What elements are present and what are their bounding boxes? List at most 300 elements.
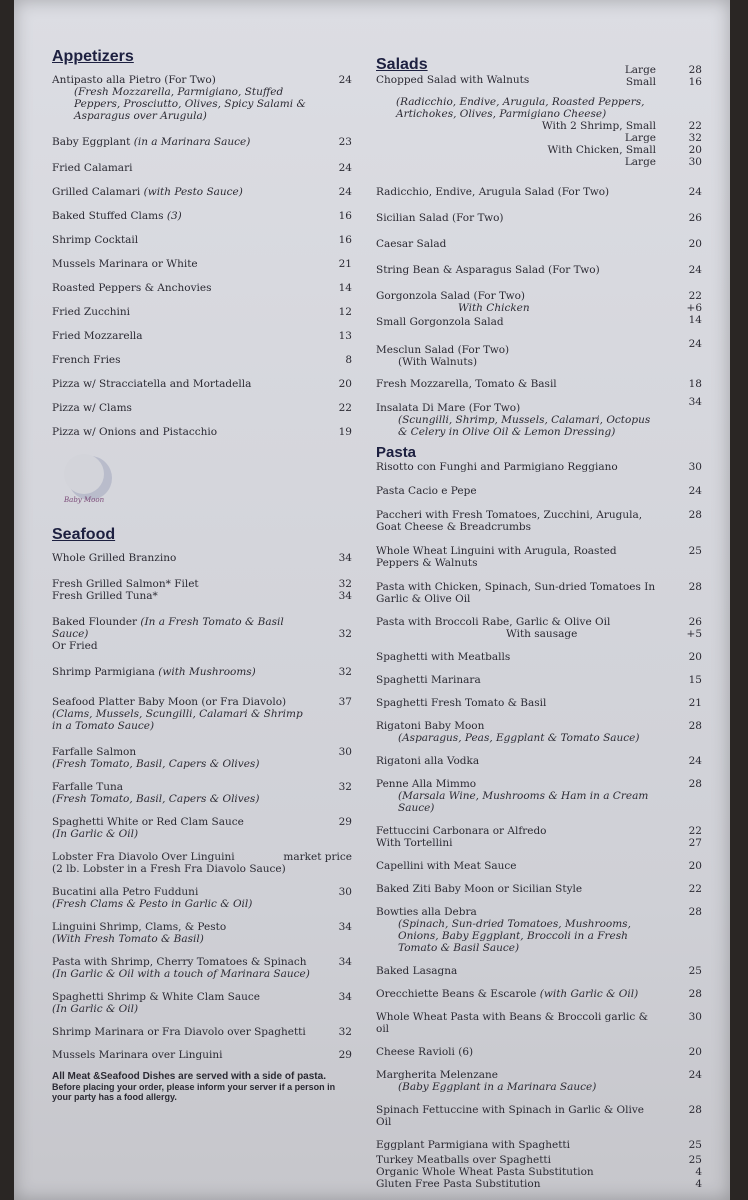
item-name: [52, 426, 352, 438]
item-name-text: Fried Mozzarella: [52, 330, 143, 342]
item-name: [376, 485, 696, 497]
item-note: (With Fresh Tomato & Basil): [52, 933, 204, 945]
menu-item: [52, 234, 352, 246]
item-name-text: Pizza w/ Stracciatella and Mortadella: [52, 378, 252, 390]
menu-item: [52, 330, 352, 342]
item-name: [376, 906, 696, 918]
item-name: [376, 1178, 696, 1190]
menu-item: [376, 1166, 702, 1178]
item-name: [52, 162, 352, 174]
menu-item: [376, 674, 702, 686]
item-note: (Radicchio, Endive, Arugula, Roasted Peppers, Artichokes, Olives, Parmigiano Cheese): [396, 96, 645, 120]
menu-item: [52, 162, 352, 174]
item-note: (With Walnuts): [398, 356, 478, 368]
baby-moon-logo: [58, 450, 118, 510]
right-column: [376, 52, 702, 1190]
option-label: With Chicken, Small: [547, 144, 656, 156]
item-price: 25: [688, 1154, 702, 1166]
menu-item: [52, 851, 352, 875]
item-name: [52, 956, 352, 968]
menu-item: [52, 921, 352, 945]
item-name-text: Pasta with Shrimp, Cherry Tomatoes & Spinach: [52, 956, 307, 968]
pasta-heading: Pasta: [376, 444, 417, 461]
item-price: 20: [688, 860, 702, 872]
menu-item: [376, 965, 702, 977]
item-name-text: Margherita Melenzane: [376, 1069, 498, 1081]
item-price: 28: [688, 906, 702, 918]
menu-item: [376, 186, 702, 198]
menu-item: [52, 354, 352, 366]
item-name-text: Mussels Marinara or White: [52, 258, 198, 270]
item-name: [376, 616, 696, 628]
item-name-text: Eggplant Parmigiana with Spaghetti: [376, 1139, 570, 1151]
menu-item: [52, 991, 352, 1015]
shrimp-small-option: [376, 120, 702, 132]
item-price: 18: [688, 378, 702, 390]
item-name: [376, 860, 696, 872]
item-name: Mesclun Salad (For Two): [376, 344, 510, 356]
item-name: [376, 212, 696, 224]
item-inline-note: (with Garlic & Oil): [539, 988, 639, 1000]
item-name: [376, 545, 696, 569]
salads-heading: Salads: [376, 56, 428, 73]
option-label: Large: [624, 132, 656, 144]
item-note: (In Garlic & Oil): [52, 828, 139, 840]
item-price: 25: [688, 965, 702, 977]
menu-item: [52, 186, 352, 198]
menu-item: [52, 816, 352, 840]
item-name-text: Baked Stuffed Clams: [52, 210, 164, 222]
item-name: [52, 991, 352, 1003]
item-price: 34: [338, 552, 352, 564]
item-price: 20: [688, 651, 702, 663]
item-note: (Fresh Tomato, Basil, Capers & Olives): [52, 758, 260, 770]
item-name: [52, 378, 352, 390]
item-name-text: Fettuccini Carbonara or Alfredo: [376, 825, 547, 837]
item-inline-note: (with Mushrooms): [158, 666, 256, 678]
item-price: 19: [338, 426, 352, 438]
menu-item: [52, 378, 352, 390]
item-price: 29: [338, 816, 352, 828]
item-name: [52, 354, 352, 366]
size-large: Large: [624, 64, 656, 76]
item-note: (Spinach, Sun-dried Tomatoes, Mushrooms, Onions, Baby Eggplant, Broccoli in a Fresh Tomato & Basil Sauce): [398, 918, 631, 954]
moon-logo-icon: [58, 450, 118, 510]
item-price: 25: [688, 545, 702, 557]
item-price: 30: [688, 156, 702, 168]
item-price: 20: [688, 1046, 702, 1058]
item-price: 20: [338, 378, 352, 390]
item-name-text: Baby Eggplant: [52, 136, 131, 148]
item-price: 30: [688, 1011, 702, 1023]
item-price: 22: [688, 883, 702, 895]
item-name: [52, 136, 352, 148]
item-inline-note: (in a Marinara Sauce): [133, 136, 251, 148]
item-note: (In Garlic & Oil): [52, 1003, 139, 1015]
item-note: (Clams, Mussels, Scungilli, Calamari & Shrimp in a Tomato Sauce): [52, 708, 303, 732]
menu-footer: [52, 1072, 352, 1102]
item-name: Fresh Grilled Tuna*: [52, 590, 158, 602]
menu-item: [52, 1026, 352, 1038]
item-note: (2 lb. Lobster in a Fresh Fra Diavolo Sauce): [52, 863, 286, 875]
option-label: Large: [624, 156, 656, 168]
item-price: 30: [338, 746, 352, 758]
shrimp-large-option: [376, 132, 702, 144]
item-name-text: Sicilian Salad (For Two): [376, 212, 504, 224]
item-name-text: Grilled Calamari: [52, 186, 141, 198]
item-price: 24: [338, 74, 352, 86]
menu-item: [52, 552, 352, 564]
item-name-text: Farfalle Salmon: [52, 746, 137, 758]
menu-item: [376, 212, 702, 224]
menu-item: [52, 210, 352, 222]
item-price: 32: [338, 1026, 352, 1038]
item-price: 29: [338, 1049, 352, 1061]
item-name-text: Turkey Meatballs over Spaghetti: [376, 1154, 551, 1166]
item-price: 28: [688, 509, 702, 521]
item-price: 28: [688, 720, 702, 732]
item-price: 32: [338, 578, 352, 590]
item-name-text: Fried Zucchini: [52, 306, 130, 318]
menu-item: [376, 755, 702, 767]
menu-item: [376, 720, 702, 744]
item-price: 22: [688, 290, 702, 302]
menu-item: [52, 136, 352, 148]
item-price: 24: [688, 1069, 702, 1081]
item-name: [52, 258, 352, 270]
item-name: [52, 552, 352, 564]
item-name: [376, 883, 696, 895]
item-name-text: Antipasto alla Pietro (For Two): [52, 74, 216, 86]
item-name-text: Pasta with Chicken, Spinach, Sun-dried Tomatoes In Garlic & Olive Oil: [376, 581, 656, 605]
menu-item: [376, 1178, 702, 1190]
item-note: (Fresh Clams & Pesto in Garlic & Oil): [52, 898, 253, 910]
item-price: +5: [686, 628, 702, 640]
item-name: Small Gorgonzola Salad: [376, 316, 504, 328]
item-name: [376, 186, 696, 198]
item-price: 8: [345, 354, 352, 366]
item-name: [376, 674, 696, 686]
item-name: [52, 578, 352, 590]
item-name-text: Cheese Ravioli (6): [376, 1046, 474, 1058]
item-price: 28: [688, 988, 702, 1000]
item-price: 34: [338, 921, 352, 933]
item-name-text: Pasta with Broccoli Rabe, Garlic & Olive Oil: [376, 616, 611, 628]
item-name-text: Pasta Cacio e Pepe: [376, 485, 477, 497]
item-name-text: Pizza w/ Onions and Pistacchio: [52, 426, 218, 438]
item-name: [376, 1011, 696, 1035]
item-note: (Scungilli, Shrimp, Mussels, Calamari, Octopus & Celery in Olive Oil & Lemon Dressing): [398, 414, 651, 438]
item-name-text: Spaghetti with Meatballs: [376, 651, 511, 663]
item-price: 16: [688, 76, 702, 88]
item-price: 28: [688, 64, 702, 76]
footer-allergy-note: Before placing your order, please inform your server if a person in your party has a food allergy.: [52, 1082, 336, 1102]
item-name: [52, 306, 352, 318]
item-name-text: Mussels Marinara over Linguini: [52, 1049, 223, 1061]
menu-item: [376, 509, 702, 533]
item-name: [376, 1069, 696, 1081]
menu-item: [376, 1154, 702, 1166]
item-name-text: Lobster Fra Diavolo Over Linguini: [52, 851, 235, 863]
item-price: 34: [688, 396, 702, 408]
item-name: [52, 210, 352, 222]
item-price: 26: [688, 616, 702, 628]
mesclun-salad: [376, 338, 702, 368]
item-name-text: Fried Calamari: [52, 162, 133, 174]
item-name: [52, 921, 352, 933]
item-name: [52, 74, 352, 86]
item-name-text: Rigatoni alla Vodka: [376, 755, 480, 767]
item-option: With sausage: [506, 628, 578, 640]
item-price: 26: [688, 212, 702, 224]
pasta-list: [376, 461, 702, 1190]
item-name-text: Penne Alla Mimmo: [376, 778, 477, 790]
item-price: 28: [688, 778, 702, 790]
item-name-text: Spaghetti Fresh Tomato & Basil: [376, 697, 547, 709]
menu-item: [376, 906, 702, 954]
item-price: 4: [695, 1166, 702, 1178]
item-name: [376, 1154, 696, 1166]
chicken-small-option: [376, 144, 702, 156]
item-name: [52, 1049, 352, 1061]
item-name-text: Risotto con Funghi and Parmigiano Reggiano: [376, 461, 618, 473]
menu-item: [376, 485, 702, 497]
item-price: 37: [338, 696, 352, 708]
item-name-text: Orecchiette Beans & Escarole: [376, 988, 537, 1000]
menu-item: [376, 1069, 702, 1093]
item-name-text: Rigatoni Baby Moon: [376, 720, 485, 732]
item-price: 20: [688, 144, 702, 156]
size-small: Small: [625, 76, 656, 88]
item-name-text: Paccheri with Fresh Tomatoes, Zucchini, Arugula, Goat Cheese & Breadcrumbs: [376, 509, 643, 533]
gorgonzola-salad: [376, 290, 702, 328]
menu-item: [376, 697, 702, 709]
menu-item: [376, 1104, 702, 1128]
menu-item: [376, 1011, 702, 1035]
menu-item: [52, 666, 352, 678]
item-name: [376, 264, 696, 276]
item-name-text: Gluten Free Pasta Substitution: [376, 1178, 541, 1190]
item-name: [52, 616, 352, 640]
menu-item: [376, 1139, 702, 1151]
menu-item: [52, 746, 352, 770]
item-name-text: Caesar Salad: [376, 238, 447, 250]
insalata-di-mare: [376, 396, 702, 438]
item-name: [52, 696, 352, 708]
item-price: 32: [338, 781, 352, 793]
item-name: [52, 1026, 352, 1038]
menu-item: [376, 461, 702, 473]
item-name: [52, 781, 352, 793]
item-name: [376, 988, 696, 1000]
item-name: [52, 816, 352, 828]
item-price: 24: [338, 162, 352, 174]
seafood-list: [52, 552, 352, 1061]
appetizers-heading: Appetizers: [52, 48, 134, 65]
menu-item: [52, 306, 352, 318]
menu-item: [52, 781, 352, 805]
item-price: 28: [688, 581, 702, 593]
item-name: [52, 666, 352, 678]
menu-item: [376, 264, 702, 276]
menu-item: [376, 616, 702, 640]
menu-item: [52, 74, 352, 122]
item-name: [376, 1046, 696, 1058]
item-name: [376, 778, 696, 790]
item-price: 24: [338, 186, 352, 198]
item-price: 28: [688, 1104, 702, 1116]
item-name-text: Radicchio, Endive, Arugula Salad (For Two): [376, 186, 610, 198]
menu-item: [52, 886, 352, 910]
item-price: 30: [338, 886, 352, 898]
item-price: 30: [688, 461, 702, 473]
chicken-large-option: [376, 156, 702, 168]
item-note: (Asparagus, Peas, Eggplant & Tomato Sauce): [398, 732, 640, 744]
item-name: Fresh Mozzarella, Tomato & Basil: [376, 378, 557, 390]
left-column: [52, 44, 352, 1102]
item-price: 14: [338, 282, 352, 294]
item-name-text: Capellini with Meat Sauce: [376, 860, 517, 872]
item-price: 22: [688, 825, 702, 837]
item-name-text: Bowties alla Debra: [376, 906, 477, 918]
item-price: 32: [338, 628, 352, 640]
menu-item: [376, 860, 702, 872]
item-price: 16: [338, 210, 352, 222]
item-name-text: Baked Ziti Baby Moon or Sicilian Style: [376, 883, 583, 895]
item-name-text: Shrimp Cocktail: [52, 234, 139, 246]
menu-item: [376, 238, 702, 250]
item-name-text: Baked Lasagna: [376, 965, 458, 977]
item-name-text: Spaghetti White or Red Clam Sauce: [52, 816, 244, 828]
item-name-text: Seafood Platter Baby Moon (or Fra Diavolo): [52, 696, 287, 708]
footer-side-note: All Meat &Seafood Dishes are served with a side of pasta.: [52, 1071, 326, 1082]
item-price: 24: [688, 338, 702, 350]
item-name: With Tortellini: [376, 837, 453, 849]
item-name: [52, 402, 352, 414]
menu-item: [52, 956, 352, 980]
item-note: (Fresh Tomato, Basil, Capers & Olives): [52, 793, 260, 805]
item-price: 21: [688, 697, 702, 709]
item-name-text: Whole Wheat Pasta with Beans & Broccoli garlic & oil: [376, 1011, 648, 1035]
item-name: [52, 746, 352, 758]
item-price: 22: [688, 120, 702, 132]
item-name-text: Roasted Peppers & Anchovies: [52, 282, 212, 294]
menu-item: [52, 616, 352, 652]
item-note: (In Garlic & Oil with a touch of Marinara Sauce): [52, 968, 310, 980]
item-price: 24: [688, 186, 702, 198]
menu-sheet: [14, 0, 730, 1200]
menu-item: [376, 883, 702, 895]
item-price: 25: [688, 1139, 702, 1151]
item-name-text: Linguini Shrimp, Clams, & Pesto: [52, 921, 227, 933]
item-price: 32: [338, 666, 352, 678]
item-price: 13: [338, 330, 352, 342]
item-price: +6: [686, 302, 702, 314]
seafood-heading: Seafood: [52, 526, 116, 543]
item-price: market price: [283, 851, 352, 863]
item-name-text: Spaghetti Shrimp & White Clam Sauce: [52, 991, 260, 1003]
item-price: 23: [338, 136, 352, 148]
item-price: 24: [688, 264, 702, 276]
item-name: [52, 234, 352, 246]
menu-item: [52, 258, 352, 270]
item-note: (Fresh Mozzarella, Parmigiano, Stuffed Peppers, Prosciutto, Olives, Spicy Salami & Asparagus over Arugula): [74, 86, 306, 122]
menu-item: [376, 988, 702, 1000]
item-price: 12: [338, 306, 352, 318]
item-price: 22: [338, 402, 352, 414]
item-price: 34: [338, 590, 352, 602]
item-name: [376, 720, 696, 732]
item-name: [376, 1166, 696, 1178]
item-name-text: Shrimp Parmigiana: [52, 666, 155, 678]
item-name-text: French Fries: [52, 354, 121, 366]
item-price: 21: [338, 258, 352, 270]
menu-item: [376, 778, 702, 814]
item-note: (Baby Eggplant in a Marinara Sauce): [398, 1081, 597, 1093]
item-name: [52, 886, 352, 898]
item-price: 24: [688, 485, 702, 497]
item-name: [376, 651, 696, 663]
item-name-text: Bucatini alla Petro Fudduni: [52, 886, 199, 898]
item-inline-note: (3): [166, 210, 182, 222]
item-name: [52, 282, 352, 294]
menu-item: [52, 426, 352, 438]
item-inline-note: (with Pesto Sauce): [143, 186, 243, 198]
item-name: Chopped Salad with Walnuts: [376, 74, 530, 86]
option-label: With 2 Shrimp, Small: [541, 120, 656, 132]
item-name: [376, 697, 696, 709]
item-price: 34: [338, 956, 352, 968]
menu-item: [376, 825, 702, 849]
item-name: [52, 186, 352, 198]
item-name-text: Fresh Grilled Salmon* Filet: [52, 578, 199, 590]
logo-text: Baby Moon: [64, 496, 105, 504]
item-price: 34: [338, 991, 352, 1003]
item-name: [376, 581, 696, 605]
item-option: With Chicken: [458, 302, 530, 314]
item-name: [376, 238, 696, 250]
item-name: [376, 509, 696, 533]
item-price: 4: [695, 1178, 702, 1190]
item-name: [376, 461, 696, 473]
item-price: 24: [688, 755, 702, 767]
item-name-text: Spaghetti Marinara: [376, 674, 481, 686]
item-price: 27: [688, 837, 702, 849]
appetizers-list: [52, 74, 352, 438]
item-name-text: String Bean & Asparagus Salad (For Two): [376, 264, 600, 276]
item-name: Gorgonzola Salad (For Two): [376, 290, 525, 302]
item-name-text: Baked Flounder: [52, 616, 138, 628]
salads-list: [376, 186, 702, 276]
menu-item: [52, 1049, 352, 1061]
menu-item: [52, 282, 352, 294]
item-name-text: Whole Wheat Linguini with Arugula, Roasted Peppers & Walnuts: [376, 545, 617, 569]
item-price: 15: [688, 674, 702, 686]
item-price: 20: [688, 238, 702, 250]
item-note: (Marsala Wine, Mushrooms & Ham in a Cream Sauce): [398, 790, 649, 814]
item-name-text: Pizza w/ Clams: [52, 402, 132, 414]
fresh-mozzarella-salad: [376, 378, 702, 390]
item-name: Or Fried: [52, 640, 98, 652]
menu-item: [52, 696, 352, 732]
item-name-text: Whole Grilled Branzino: [52, 552, 177, 564]
item-name: [376, 1139, 696, 1151]
item-name-text: Organic Whole Wheat Pasta Substitution: [376, 1166, 594, 1178]
item-name-text: Farfalle Tuna: [52, 781, 124, 793]
item-name: [376, 1104, 696, 1128]
menu-item: [376, 581, 702, 605]
item-name-text: Shrimp Marinara or Fra Diavolo over Spaghetti: [52, 1026, 306, 1038]
